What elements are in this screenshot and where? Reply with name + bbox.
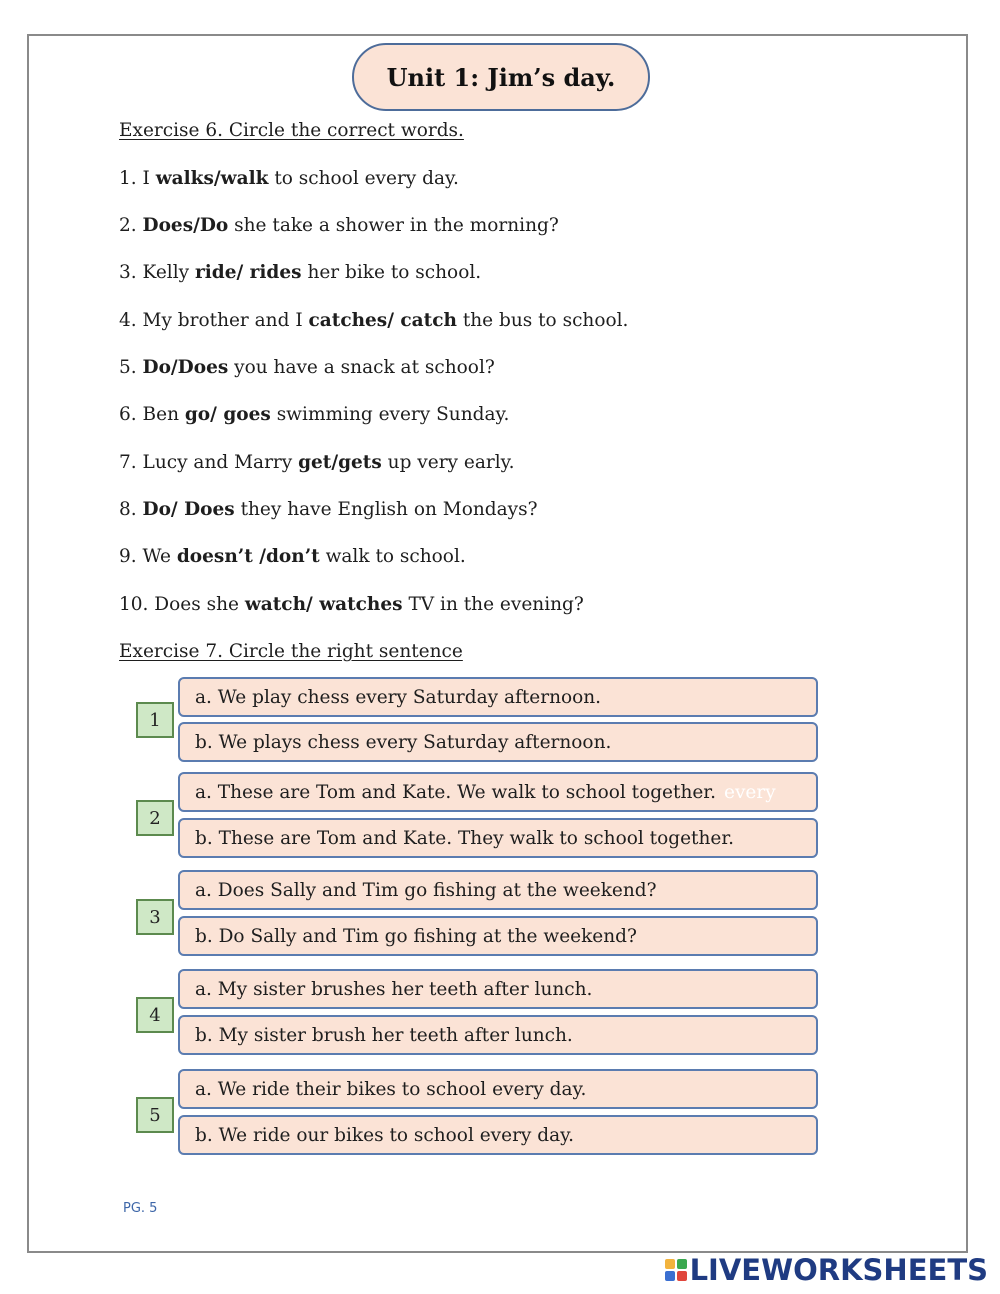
exercise6-item-4: 4. My brother and I catches/ catch the bus to school. <box>119 310 629 331</box>
sentence-option-a[interactable]: a. We ride their bikes to school every day. <box>178 1069 818 1109</box>
choice-words[interactable]: Do/Does <box>142 357 229 378</box>
exercise6-item-8: 8. Do/ Does they have English on Mondays? <box>119 499 538 520</box>
sentence-option-b[interactable]: b. These are Tom and Kate. They walk to school together. <box>178 818 818 858</box>
sentence-option-a[interactable]: a. We play chess every Saturday afternoon. <box>178 677 818 717</box>
exercise6-item-1: 1. I walks/walk to school every day. <box>119 168 459 189</box>
choice-words[interactable]: get/gets <box>298 452 382 473</box>
exercise6-item-9: 9. We doesn’t /don’t walk to school. <box>119 546 466 567</box>
exercise6-heading: Exercise 6. Circle the correct words. <box>119 120 464 141</box>
liveworksheets-logo-icon <box>665 1259 687 1281</box>
logo-square-yellow <box>665 1259 675 1269</box>
sentence-option-a[interactable]: a. Does Sally and Tim go fishing at the weekend? <box>178 870 818 910</box>
liveworksheets-brand[interactable] <box>665 1253 988 1287</box>
sentence-option-b[interactable]: b. We plays chess every Saturday afternoon. <box>178 722 818 762</box>
group-number-badge: 5 <box>136 1097 174 1133</box>
logo-square-green <box>677 1259 687 1269</box>
group-number-badge: 1 <box>136 702 174 738</box>
exercise6-item-7: 7. Lucy and Marry get/gets up very early. <box>119 452 515 473</box>
sentence-option-b[interactable]: b. We ride our bikes to school every day. <box>178 1115 818 1155</box>
logo-square-red <box>677 1271 687 1281</box>
page-title: Unit 1: Jim’s day. <box>352 43 650 111</box>
choice-words[interactable]: Do/ Does <box>142 499 235 520</box>
brand-name: LIVEWORKSHEETS <box>689 1252 988 1287</box>
exercise6-item-5: 5. Do/Does you have a snack at school? <box>119 357 495 378</box>
sentence-option-a[interactable]: a. My sister brushes her teeth after lunch. <box>178 969 818 1009</box>
logo-square-blue <box>665 1271 675 1281</box>
hidden-answer-text: every <box>724 781 776 803</box>
exercise7-heading: Exercise 7. Circle the right sentence <box>119 641 463 662</box>
choice-words[interactable]: go/ goes <box>184 404 271 425</box>
exercise6-item-10: 10. Does she watch/ watches TV in the evening? <box>119 594 584 615</box>
group-number-badge: 2 <box>136 800 174 836</box>
sentence-option-b[interactable]: b. My sister brush her teeth after lunch. <box>178 1015 818 1055</box>
choice-words[interactable]: walks/walk <box>155 168 269 189</box>
choice-words[interactable]: watch/ watches <box>244 594 403 615</box>
sentence-option-a[interactable]: a. These are Tom and Kate. We walk to school together. every <box>178 772 818 812</box>
choice-words[interactable]: ride/ rides <box>194 262 302 283</box>
exercise6-item-3: 3. Kelly ride/ rides her bike to school. <box>119 262 482 283</box>
sentence-option-b[interactable]: b. Do Sally and Tim go fishing at the weekend? <box>178 916 818 956</box>
group-number-badge: 4 <box>136 997 174 1033</box>
choice-words[interactable]: doesn’t /don’t <box>176 546 320 567</box>
exercise6-item-6: 6. Ben go/ goes swimming every Sunday. <box>119 404 510 425</box>
choice-words[interactable]: Does/Do <box>142 215 229 236</box>
choice-words[interactable]: catches/ catch <box>308 310 457 331</box>
exercise6-item-2: 2. Does/Do she take a shower in the morning? <box>119 215 559 236</box>
group-number-badge: 3 <box>136 899 174 935</box>
page-number: PG. 5 <box>123 1201 158 1216</box>
